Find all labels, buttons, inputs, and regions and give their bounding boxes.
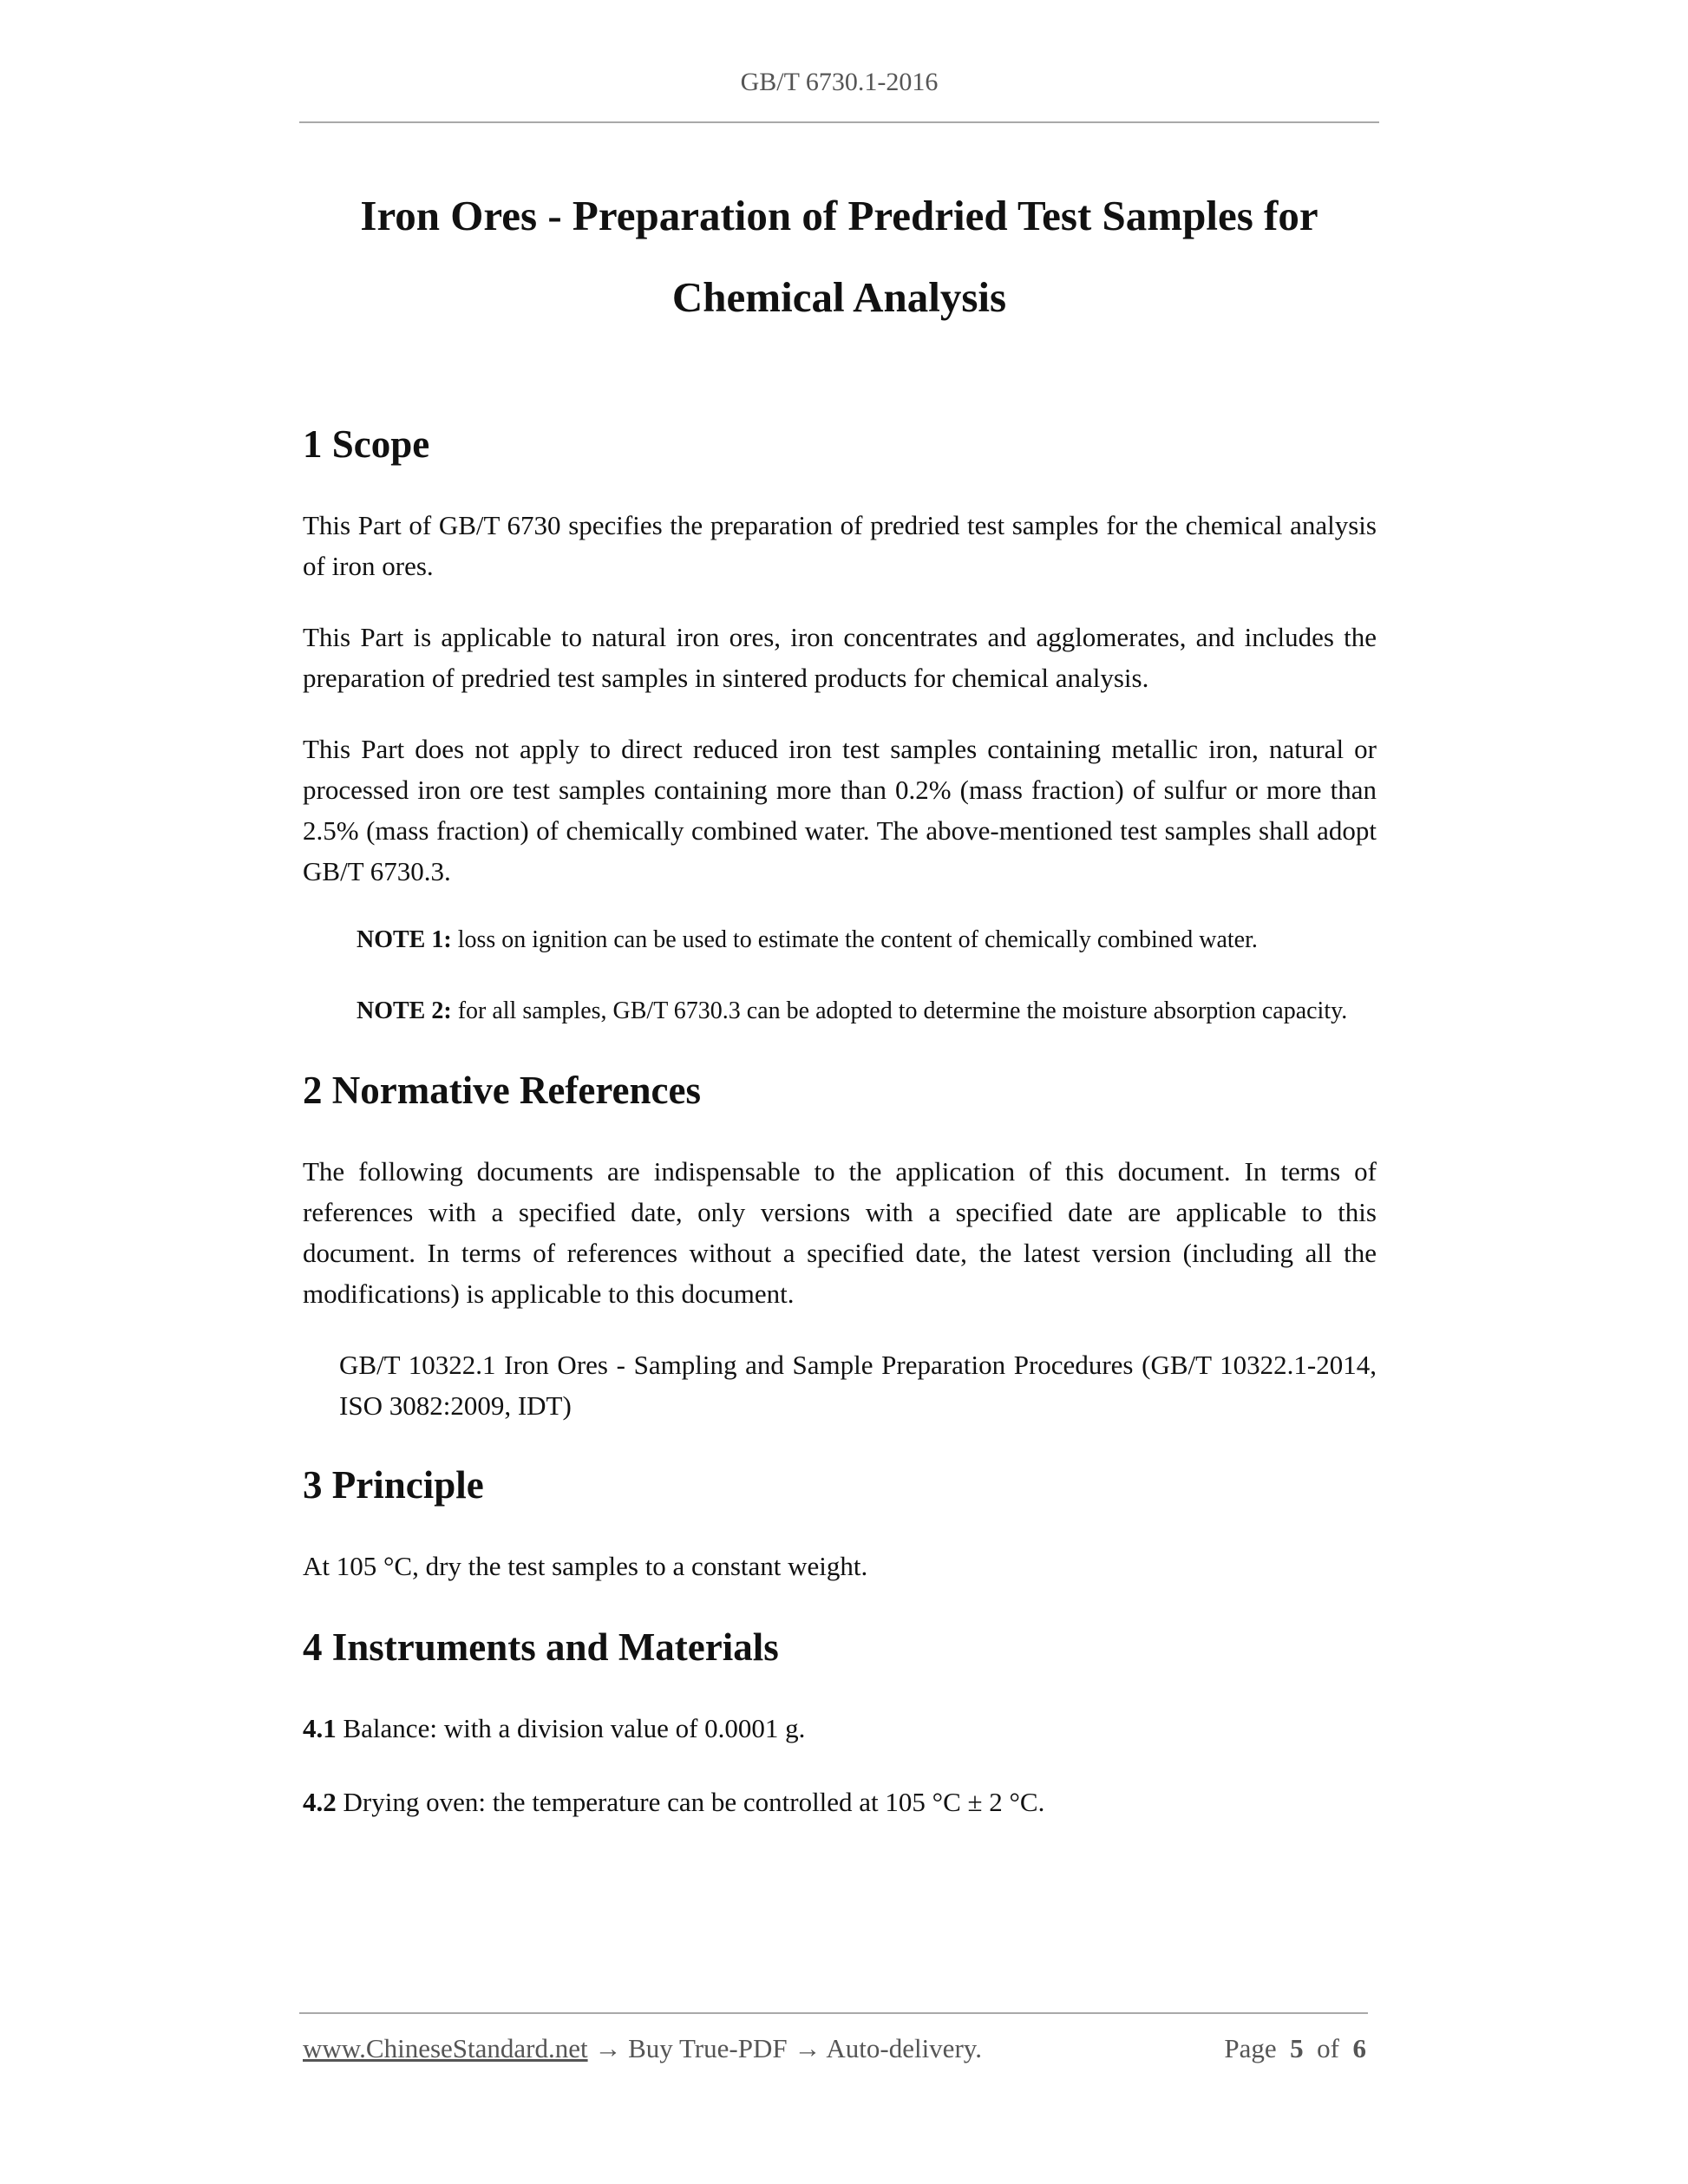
scope-paragraph-3: This Part does not apply to direct reduced iron test samples containing metallic iron, natural or processed iron ore test samples containing more than 0.2% (mass fraction) of sulfur or more than 2.5% (mass fraction) of chemically combined water. The above-mentioned test samples shall adopt GB/T 6730.3. xyxy=(303,734,1377,886)
page-total: 6 xyxy=(1352,2033,1366,2063)
clause-number: 4.2 xyxy=(303,1787,337,1817)
page-number: 5 xyxy=(1290,2033,1304,2063)
of-word: of xyxy=(1317,2033,1339,2063)
note-label: NOTE 1: xyxy=(357,926,452,953)
title-line-1: Iron Ores - Preparation of Predried Test Samples for xyxy=(360,192,1318,239)
footer-promo xyxy=(303,2033,982,2064)
section-heading-scope: 1 Scope xyxy=(303,422,430,466)
title-line-2: Chemical Analysis xyxy=(671,273,1007,321)
document-title xyxy=(299,175,1379,338)
promo-text: → Buy True-PDF → Auto-delivery. xyxy=(587,2033,982,2063)
scope-note-2 xyxy=(357,991,1377,1031)
principle-paragraph: At 105 °C, dry the test samples to a constant weight. xyxy=(303,1551,868,1581)
clause-text: Balance: with a division value of 0.0001 g. xyxy=(343,1713,806,1743)
section-heading-instruments: 4 Instruments and Materials xyxy=(303,1625,779,1669)
scope-paragraph-1: This Part of GB/T 6730 specifies the preparation of predried test samples for the chemical analysis of iron ores. xyxy=(303,510,1377,581)
scope-note-1 xyxy=(357,919,1377,960)
document-body xyxy=(303,420,1377,1822)
clause-text: Drying oven: the temperature can be controlled at 105 °C ± 2 °C. xyxy=(343,1787,1045,1817)
page-header: GB/T 6730.1-2016 xyxy=(740,68,939,96)
note-label: NOTE 2: xyxy=(357,997,452,1024)
note-text: loss on ignition can be used to estimate the content of chemically combined water. xyxy=(457,926,1258,953)
site-link[interactable]: www.ChineseStandard.net xyxy=(303,2033,588,2063)
clause-number: 4.1 xyxy=(303,1713,337,1743)
header-divider xyxy=(299,121,1379,123)
normative-reference-item: GB/T 10322.1 Iron Ores - Sampling and Sample Preparation Procedures (GB/T 10322.1-2014, ISO 3082:2009, IDT) xyxy=(339,1350,1377,1421)
clause-4-1 xyxy=(303,1708,1377,1749)
normative-references-paragraph: The following documents are indispensable to the application of this document. In terms of references with a specified date, only versions with a specified date are applicable to this document. In terms of references without a specified date, the latest version (including all the modifications) is applicable to this document. xyxy=(303,1156,1377,1309)
page-indicator xyxy=(1214,2033,1366,2064)
note-text: for all samples, GB/T 6730.3 can be adopted to determine the moisture absorption capacity. xyxy=(457,997,1348,1024)
section-heading-principle: 3 Principle xyxy=(303,1463,484,1507)
scope-paragraph-2: This Part is applicable to natural iron ores, iron concentrates and agglomerates, and includes the preparation of predried test samples in sintered products for chemical analysis. xyxy=(303,622,1377,693)
page-word: Page xyxy=(1224,2033,1277,2063)
footer-divider xyxy=(299,2012,1368,2014)
section-heading-normative-references: 2 Normative References xyxy=(303,1069,701,1112)
clause-4-2 xyxy=(303,1782,1377,1822)
